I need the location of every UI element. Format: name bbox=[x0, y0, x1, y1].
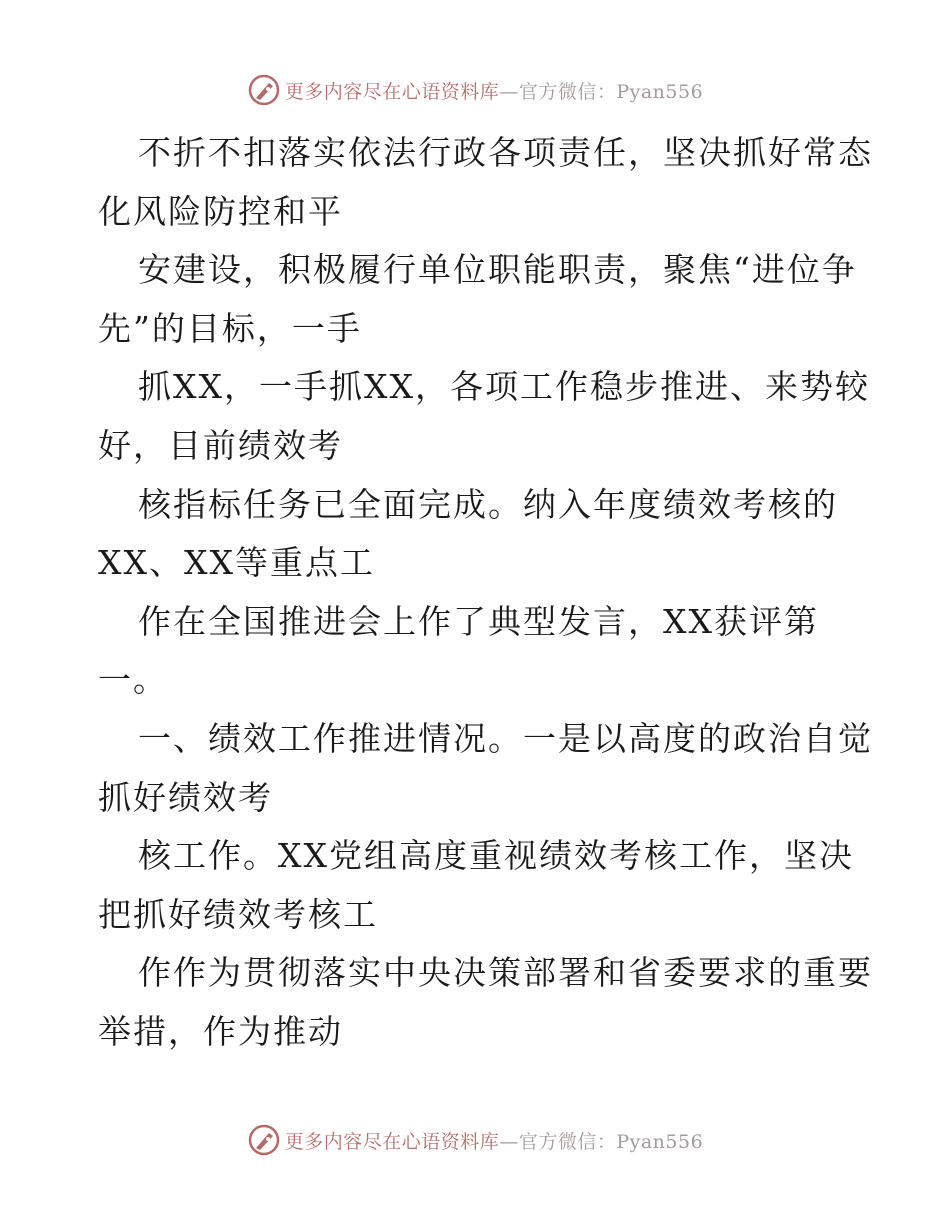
text-line: 抓XX，一手抓XX，各项工作稳步推进、来势较 bbox=[138, 367, 870, 407]
watermark-text: 更多内容尽在心语资料库—官方微信：Pyan556 bbox=[284, 1130, 704, 1153]
document-body bbox=[98, 124, 888, 1062]
text-line: 不折不扣落实依法行政各项责任，坚决抓好常态 bbox=[138, 133, 873, 172]
text-line: 核工作。XX党组高度重视绩效考核工作，坚决 bbox=[138, 836, 854, 876]
text-line: 好，目前绩效考 bbox=[98, 425, 343, 465]
text-line: 核指标任务已全面完成。纳入年度绩效考核的 bbox=[138, 484, 838, 524]
text-line: 先”的目标，一手 bbox=[98, 308, 362, 348]
text-line: 安建设，积极履行单位职能职责，聚焦“进位争 bbox=[138, 250, 857, 290]
text-line: XX、XX等重点工 bbox=[98, 543, 375, 583]
text-line: 作在全国推进会上作了典型发言，XX获评第 bbox=[138, 601, 819, 641]
pen-nib-circle-icon bbox=[247, 1123, 281, 1157]
text-line: 把抓好绩效考核工 bbox=[98, 894, 378, 934]
watermark-text: 更多内容尽在心语资料库—官方微信：Pyan556 bbox=[284, 80, 704, 103]
footer-watermark bbox=[0, 1120, 950, 1160]
header-watermark bbox=[0, 70, 950, 110]
text-line: 举措，作为推动 bbox=[98, 1011, 343, 1051]
pen-nib-circle-icon bbox=[247, 73, 281, 107]
text-line: 抓好绩效考 bbox=[98, 777, 273, 817]
text-line: 一、绩效工作推进情况。一是以高度的政治自觉 bbox=[138, 718, 873, 758]
text-line: 化风险防控和平 bbox=[98, 191, 343, 231]
text-line: 作作为贯彻落实中央决策部署和省委要求的重要 bbox=[138, 953, 873, 993]
text-line: 一。 bbox=[98, 660, 168, 700]
